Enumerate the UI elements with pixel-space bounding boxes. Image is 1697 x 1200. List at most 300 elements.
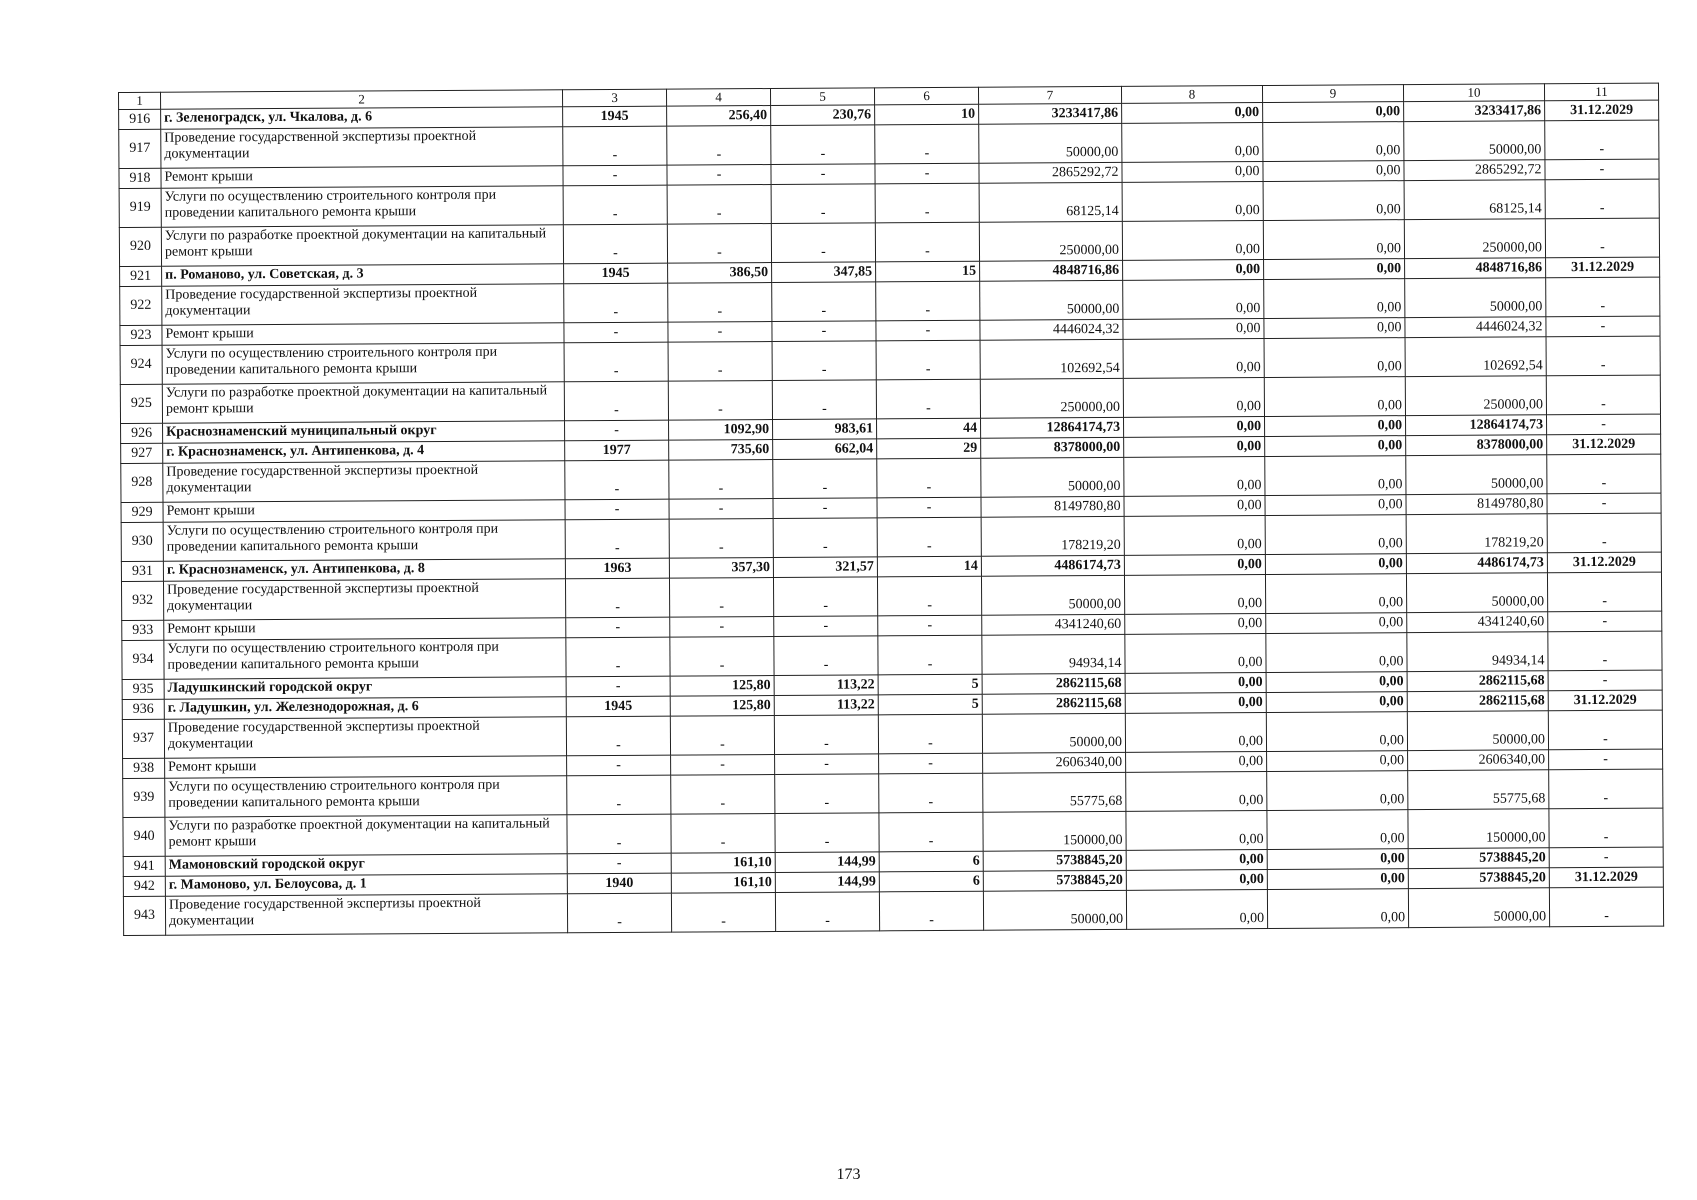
cell-col-5: 144,99 <box>775 852 879 873</box>
cell-col-7: 2862115,68 <box>982 693 1125 714</box>
cell-col-8: 0,00 <box>1122 123 1263 163</box>
cell-col-11: 31.12.2029 <box>1545 100 1659 121</box>
row-number-cell: 938 <box>123 758 165 778</box>
cell-col-4: - <box>669 519 773 559</box>
cell-col-8: 0,00 <box>1124 457 1265 497</box>
cell-col-10: 2862115,68 <box>1407 691 1548 712</box>
cell-col-6: 5 <box>878 674 982 695</box>
row-number-cell: 940 <box>123 817 165 856</box>
cell-col-5: 144,99 <box>775 872 879 893</box>
row-name-cell: п. Романово, ул. Советская, д. 3 <box>162 264 564 286</box>
header-cell: 8 <box>1121 86 1262 104</box>
cell-col-10: 50000,00 <box>1408 888 1549 928</box>
cell-col-9: 0,00 <box>1263 102 1404 123</box>
row-name-cell: г. Краснознаменск, ул. Антипенкова, д. 8 <box>163 559 565 581</box>
cell-col-11: - <box>1549 769 1663 809</box>
row-name-cell: Ремонт крыши <box>164 618 566 640</box>
cell-col-4: - <box>671 892 775 932</box>
cell-col-6: - <box>875 183 979 223</box>
row-number-cell: 925 <box>120 384 162 423</box>
cell-col-3: 1963 <box>565 558 669 579</box>
cell-col-8: 0,00 <box>1122 162 1263 183</box>
row-name-cell: Проведение государственной экспертизы проектной документации <box>162 284 564 325</box>
cell-col-7: 8378000,00 <box>981 437 1124 458</box>
cell-col-8: 0,00 <box>1126 771 1267 811</box>
cell-col-7: 50000,00 <box>982 713 1125 753</box>
cell-col-9: 0,00 <box>1263 161 1404 182</box>
cell-col-9: 0,00 <box>1263 122 1404 162</box>
cell-col-10: 2606340,00 <box>1408 750 1549 771</box>
cell-col-6: - <box>877 517 981 557</box>
cell-col-7: 4848716,86 <box>980 260 1123 281</box>
row-number-cell: 928 <box>121 463 163 502</box>
cell-col-10: 2865292,72 <box>1404 160 1545 181</box>
cell-col-11: 31.12.2029 <box>1549 867 1663 888</box>
cell-col-4: - <box>671 755 775 776</box>
cell-col-8: 0,00 <box>1126 889 1267 929</box>
row-number-cell: 941 <box>123 856 165 876</box>
cell-col-11: - <box>1545 218 1659 258</box>
cell-col-8: 0,00 <box>1124 516 1265 556</box>
cell-col-9: 0,00 <box>1264 279 1405 319</box>
cell-col-10: 178219,20 <box>1406 514 1547 554</box>
cell-col-5: - <box>775 754 879 775</box>
cell-col-11: - <box>1547 572 1661 612</box>
cell-col-5: - <box>775 774 879 814</box>
cell-col-6: - <box>877 458 981 498</box>
cell-col-4: - <box>669 578 773 618</box>
cell-col-5: - <box>772 380 876 420</box>
cell-col-4: - <box>669 499 773 520</box>
row-name-cell: Мамоновский городской округ <box>165 854 567 876</box>
row-name-cell: Проведение государственной экспертизы проектной документации <box>163 579 565 620</box>
cell-col-6: - <box>877 576 981 616</box>
row-number-cell: 936 <box>122 699 164 719</box>
cell-col-4: - <box>670 716 774 756</box>
cell-col-3: 1945 <box>564 263 668 284</box>
header-cell: 7 <box>978 86 1121 104</box>
cell-col-7: 250000,00 <box>980 378 1123 418</box>
cell-col-4: 1092,90 <box>669 420 773 441</box>
row-number-cell: 937 <box>122 719 164 758</box>
cell-col-6: 15 <box>876 261 980 282</box>
cell-col-6: - <box>875 163 979 184</box>
cell-col-10: 68125,14 <box>1404 180 1545 220</box>
cell-col-6: - <box>875 222 979 262</box>
cell-col-11: - <box>1546 316 1660 337</box>
cell-col-11: - <box>1548 710 1662 750</box>
cell-col-11: 31.12.2029 <box>1546 257 1660 278</box>
cell-col-5: - <box>771 164 875 185</box>
cell-col-8: 0,00 <box>1123 319 1264 340</box>
cell-col-9: 0,00 <box>1265 515 1406 555</box>
cell-col-10: 4446024,32 <box>1405 317 1546 338</box>
cell-col-6: - <box>878 615 982 636</box>
row-number-cell: 934 <box>122 640 164 679</box>
cell-col-6: 6 <box>879 871 983 892</box>
cell-col-8: 0,00 <box>1123 260 1264 281</box>
cell-col-8: 0,00 <box>1126 869 1267 890</box>
cell-col-5: - <box>774 636 878 676</box>
row-number-cell: 921 <box>120 266 162 286</box>
cell-col-3: - <box>566 716 670 756</box>
cell-col-7: 4486174,73 <box>981 555 1124 576</box>
cell-col-7: 150000,00 <box>983 811 1126 851</box>
row-name-cell: Услуги по разработке проектной документации на капитальный ремонт крыши <box>162 382 564 423</box>
cell-col-11: - <box>1547 513 1661 553</box>
cell-col-10: 94934,14 <box>1407 632 1548 672</box>
cell-col-6: - <box>879 812 983 852</box>
cell-col-6: - <box>876 320 980 341</box>
cell-col-5: - <box>773 498 877 519</box>
cell-col-5: 662,04 <box>773 439 877 460</box>
cell-col-11: - <box>1549 887 1663 927</box>
cell-col-11: 31.12.2029 <box>1547 434 1661 455</box>
cell-col-6: 44 <box>877 418 981 439</box>
cell-col-3: - <box>567 775 671 815</box>
cell-col-11: - <box>1546 414 1660 435</box>
row-name-cell: Проведение государственной экспертизы проектной документации <box>164 717 566 758</box>
cell-col-6: - <box>875 124 979 164</box>
row-name-cell: г. Ладушкин, ул. Железнодорожная, д. 6 <box>164 697 566 719</box>
cell-col-3: - <box>563 126 667 166</box>
header-cell: 11 <box>1544 83 1658 101</box>
cell-col-5: - <box>775 813 879 853</box>
cell-col-6: - <box>878 635 982 675</box>
header-cell: 3 <box>562 89 666 107</box>
cell-col-11: - <box>1548 670 1662 691</box>
header-cell: 5 <box>770 88 874 106</box>
cell-col-7: 250000,00 <box>979 221 1122 261</box>
cell-col-7: 2606340,00 <box>983 752 1126 773</box>
cell-col-8: 0,00 <box>1122 103 1263 124</box>
cell-col-9: 0,00 <box>1267 889 1408 929</box>
cell-col-7: 50000,00 <box>979 123 1122 163</box>
cell-col-11: - <box>1545 120 1659 160</box>
cell-col-3: - <box>563 165 667 186</box>
cell-col-3: - <box>567 853 671 874</box>
table-row <box>123 887 1663 935</box>
header-cell: 2 <box>161 90 563 109</box>
row-number-cell: 918 <box>119 168 161 188</box>
page-number: 173 <box>836 1166 861 1183</box>
cell-col-11: 31.12.2029 <box>1547 552 1661 573</box>
cell-col-3: - <box>564 322 668 343</box>
cell-col-10: 8149780,80 <box>1406 494 1547 515</box>
cell-col-3: - <box>566 676 670 697</box>
cell-col-7: 12864174,73 <box>981 417 1124 438</box>
cell-col-8: 0,00 <box>1123 339 1264 379</box>
cell-col-4: 357,30 <box>669 558 773 579</box>
row-number-cell: 917 <box>119 129 161 168</box>
cell-col-10: 4341240,60 <box>1407 612 1548 633</box>
cell-col-10: 5738845,20 <box>1408 868 1549 889</box>
cell-col-9: 0,00 <box>1265 554 1406 575</box>
cell-col-5: - <box>773 459 877 499</box>
cell-col-10: 50000,00 <box>1406 455 1547 495</box>
cell-col-10: 150000,00 <box>1408 809 1549 849</box>
cell-col-4: 161,10 <box>671 872 775 893</box>
cell-col-3: - <box>565 420 669 441</box>
row-number-cell: 942 <box>123 876 165 896</box>
cell-col-9: 0,00 <box>1265 456 1406 496</box>
cell-col-3: - <box>563 185 667 225</box>
cell-col-11: - <box>1549 847 1663 868</box>
row-name-cell: Услуги по осуществлению строительного контроля при проведении капитального ремонта крыши <box>164 638 566 679</box>
row-name-cell: Проведение государственной экспертизы проектной документации <box>163 461 565 502</box>
cell-col-7: 178219,20 <box>981 516 1124 556</box>
cell-col-6: 6 <box>879 851 983 872</box>
row-name-cell: Услуги по разработке проектной документации на капитальный ремонт крыши <box>165 815 567 856</box>
cell-col-10: 3233417,86 <box>1404 101 1545 122</box>
cell-col-6: 5 <box>878 694 982 715</box>
cell-col-8: 0,00 <box>1122 182 1263 222</box>
cell-col-3: - <box>563 224 667 264</box>
row-number-cell: 935 <box>122 679 164 699</box>
cell-col-8: 0,00 <box>1126 751 1267 772</box>
cell-col-11: - <box>1545 179 1659 219</box>
cell-col-10: 50000,00 <box>1407 711 1548 751</box>
cell-col-3: 1945 <box>566 696 670 717</box>
cell-col-10: 50000,00 <box>1404 121 1545 161</box>
cell-col-7: 50000,00 <box>983 890 1126 930</box>
cell-col-3: - <box>565 578 669 618</box>
cell-col-7: 4446024,32 <box>980 319 1123 340</box>
row-name-cell: Ремонт крыши <box>162 323 564 345</box>
cell-col-9: 0,00 <box>1264 318 1405 339</box>
cell-col-8: 0,00 <box>1124 554 1265 575</box>
cell-col-8: 0,00 <box>1124 437 1265 458</box>
cell-col-5: 321,57 <box>773 557 877 578</box>
cell-col-11: - <box>1548 631 1662 671</box>
cell-col-5: - <box>775 892 879 932</box>
cell-col-10: 50000,00 <box>1405 278 1546 318</box>
row-name-cell: Ремонт крыши <box>165 756 567 778</box>
row-name-cell: Услуги по разработке проектной документации на капитальный ремонт крыши <box>161 225 563 266</box>
row-name-cell: Проведение государственной экспертизы проектной документации <box>165 894 567 935</box>
cell-col-6: - <box>876 340 980 380</box>
row-name-cell: г. Краснознаменск, ул. Антипенкова, д. 4 <box>163 441 565 463</box>
cell-col-8: 0,00 <box>1126 810 1267 850</box>
row-number-cell: 924 <box>120 345 162 384</box>
cell-col-10: 12864174,73 <box>1406 415 1547 436</box>
cell-col-9: 0,00 <box>1263 220 1404 260</box>
row-number-cell: 933 <box>122 620 164 640</box>
cell-col-9: 0,00 <box>1266 613 1407 634</box>
cell-col-3: - <box>567 755 671 776</box>
cell-col-5: - <box>773 577 877 617</box>
cell-col-8: 0,00 <box>1122 221 1263 261</box>
cell-col-3: - <box>566 637 670 677</box>
cell-col-9: 0,00 <box>1266 672 1407 693</box>
cell-col-9: 0,00 <box>1266 633 1407 673</box>
cell-col-9: 0,00 <box>1266 692 1407 713</box>
row-name-cell: г. Зеленоградск, ул. Чкалова, д. 6 <box>161 107 563 129</box>
cell-col-11: - <box>1547 493 1661 514</box>
cell-col-8: 0,00 <box>1124 574 1265 614</box>
cell-col-7: 3233417,86 <box>979 103 1122 124</box>
cell-col-9: 0,00 <box>1264 259 1405 280</box>
row-name-cell: Ремонт крыши <box>163 500 565 522</box>
row-name-cell: Ремонт крыши <box>161 166 563 188</box>
cell-col-9: 0,00 <box>1267 771 1408 811</box>
cell-col-8: 0,00 <box>1125 692 1266 713</box>
cell-col-8: 0,00 <box>1126 849 1267 870</box>
cell-col-11: - <box>1546 277 1660 317</box>
cell-col-9: 0,00 <box>1267 869 1408 890</box>
cell-col-9: 0,00 <box>1267 810 1408 850</box>
row-number-cell: 932 <box>121 581 163 620</box>
row-name-cell: г. Мамоново, ул. Белоусова, д. 1 <box>165 874 567 896</box>
cell-col-7: 5738845,20 <box>983 870 1126 891</box>
cell-col-4: - <box>671 814 775 854</box>
cell-col-11: - <box>1549 808 1663 848</box>
cell-col-11: - <box>1545 159 1659 180</box>
cell-col-5: 113,22 <box>774 675 878 696</box>
cell-col-7: 2862115,68 <box>982 673 1125 694</box>
row-number-cell: 923 <box>120 325 162 345</box>
row-name-cell: Услуги по осуществлению строительного контроля при проведении капитального ремонта крыши <box>161 186 563 227</box>
cell-col-5: - <box>771 184 875 224</box>
cell-col-9: 0,00 <box>1265 574 1406 614</box>
cell-col-6: - <box>879 891 983 931</box>
cell-col-5: - <box>772 282 876 322</box>
cell-col-4: - <box>667 126 771 166</box>
row-name-cell: Ладушкинский городской округ <box>164 677 566 699</box>
row-name-cell: Услуги по осуществлению строительного контроля при проведении капитального ремонта крыши <box>163 520 565 561</box>
registry-body <box>119 100 1664 935</box>
cell-col-4: - <box>670 637 774 677</box>
cell-col-9: 0,00 <box>1265 416 1406 437</box>
cell-col-4: 735,60 <box>669 440 773 461</box>
cell-col-5: 983,61 <box>773 419 877 440</box>
cell-col-4: - <box>670 617 774 638</box>
cell-col-6: - <box>876 281 980 321</box>
cell-col-8: 0,00 <box>1125 633 1266 673</box>
cell-col-6: - <box>876 379 980 419</box>
cell-col-6: - <box>877 497 981 518</box>
cell-col-10: 5738845,20 <box>1408 848 1549 869</box>
cell-col-3: - <box>565 499 669 520</box>
row-number-cell: 919 <box>119 188 161 227</box>
cell-col-11: - <box>1549 749 1663 770</box>
cell-col-5: - <box>772 321 876 342</box>
cell-col-7: 2865292,72 <box>979 162 1122 183</box>
cell-col-3: - <box>565 460 669 500</box>
cell-col-8: 0,00 <box>1124 496 1265 517</box>
cell-col-5: 113,22 <box>774 695 878 716</box>
cell-col-11: 31.12.2029 <box>1548 690 1662 711</box>
row-number-cell: 926 <box>121 423 163 443</box>
cell-col-8: 0,00 <box>1125 672 1266 693</box>
cell-col-10: 8378000,00 <box>1406 435 1547 456</box>
cell-col-10: 250000,00 <box>1405 376 1546 416</box>
cell-col-6: 14 <box>877 556 981 577</box>
cell-col-10: 250000,00 <box>1404 219 1545 259</box>
row-number-cell: 931 <box>121 561 163 581</box>
cell-col-6: 10 <box>875 104 979 125</box>
cell-col-4: - <box>668 283 772 323</box>
cell-col-7: 102692,54 <box>980 339 1123 379</box>
cell-col-3: 1945 <box>563 106 667 127</box>
cell-col-8: 0,00 <box>1124 417 1265 438</box>
cell-col-7: 94934,14 <box>982 634 1125 674</box>
cell-col-7: 50000,00 <box>980 280 1123 320</box>
cell-col-9: 0,00 <box>1267 751 1408 772</box>
row-number-cell: 929 <box>121 502 163 522</box>
row-number-cell: 916 <box>119 109 161 129</box>
cell-col-4: 256,40 <box>667 106 771 127</box>
cell-col-10: 4486174,73 <box>1406 553 1547 574</box>
cell-col-9: 0,00 <box>1265 436 1406 457</box>
registry-table <box>118 83 1664 936</box>
row-name-cell: Проведение государственной экспертизы проектной документации <box>161 127 563 168</box>
cell-col-7: 68125,14 <box>979 182 1122 222</box>
row-number-cell: 943 <box>123 896 165 935</box>
cell-col-7: 50000,00 <box>981 457 1124 497</box>
cell-col-7: 8149780,80 <box>981 496 1124 517</box>
cell-col-5: - <box>772 341 876 381</box>
cell-col-3: - <box>564 283 668 323</box>
cell-col-5: - <box>771 125 875 165</box>
row-number-cell: 922 <box>120 286 162 325</box>
registry-sheet <box>118 83 1664 936</box>
cell-col-3: - <box>564 342 668 382</box>
cell-col-10: 55775,68 <box>1408 770 1549 810</box>
cell-col-11: - <box>1546 375 1660 415</box>
cell-col-3: - <box>566 617 670 638</box>
cell-col-6: - <box>879 753 983 774</box>
cell-col-4: 386,50 <box>668 263 772 284</box>
row-number-cell: 930 <box>121 522 163 561</box>
cell-col-9: 0,00 <box>1266 712 1407 752</box>
cell-col-3: - <box>567 893 671 933</box>
row-number-cell: 920 <box>119 227 161 266</box>
cell-col-10: 50000,00 <box>1406 573 1547 613</box>
cell-col-3: - <box>565 519 669 559</box>
cell-col-11: - <box>1548 611 1662 632</box>
row-name-cell: Услуги по осуществлению строительного контроля при проведении капитального ремонта крыши <box>162 343 564 384</box>
row-name-cell: Услуги по осуществлению строительного контроля при проведении капитального ремонта крыши <box>165 776 567 817</box>
cell-col-9: 0,00 <box>1264 377 1405 417</box>
cell-col-7: 50000,00 <box>981 575 1124 615</box>
cell-col-4: - <box>668 381 772 421</box>
cell-col-8: 0,00 <box>1123 378 1264 418</box>
cell-col-4: - <box>667 185 771 225</box>
row-number-cell: 927 <box>121 443 163 463</box>
cell-col-9: 0,00 <box>1264 338 1405 378</box>
cell-col-10: 2862115,68 <box>1407 671 1548 692</box>
cell-col-4: - <box>669 460 773 500</box>
cell-col-9: 0,00 <box>1267 849 1408 870</box>
cell-col-7: 5738845,20 <box>983 850 1126 871</box>
cell-col-3: 1977 <box>565 440 669 461</box>
cell-col-5: 230,76 <box>771 105 875 126</box>
header-cell: 1 <box>119 92 161 109</box>
cell-col-6: - <box>878 714 982 754</box>
row-number-cell: 939 <box>123 778 165 817</box>
cell-col-8: 0,00 <box>1125 712 1266 752</box>
cell-col-4: - <box>667 224 771 264</box>
cell-col-6: - <box>879 773 983 813</box>
cell-col-10: 102692,54 <box>1405 337 1546 377</box>
cell-col-6: 29 <box>877 438 981 459</box>
cell-col-5: - <box>774 616 878 637</box>
cell-col-4: - <box>671 775 775 815</box>
header-cell: 10 <box>1403 84 1544 102</box>
cell-col-7: 55775,68 <box>983 772 1126 812</box>
cell-col-4: - <box>668 342 772 382</box>
